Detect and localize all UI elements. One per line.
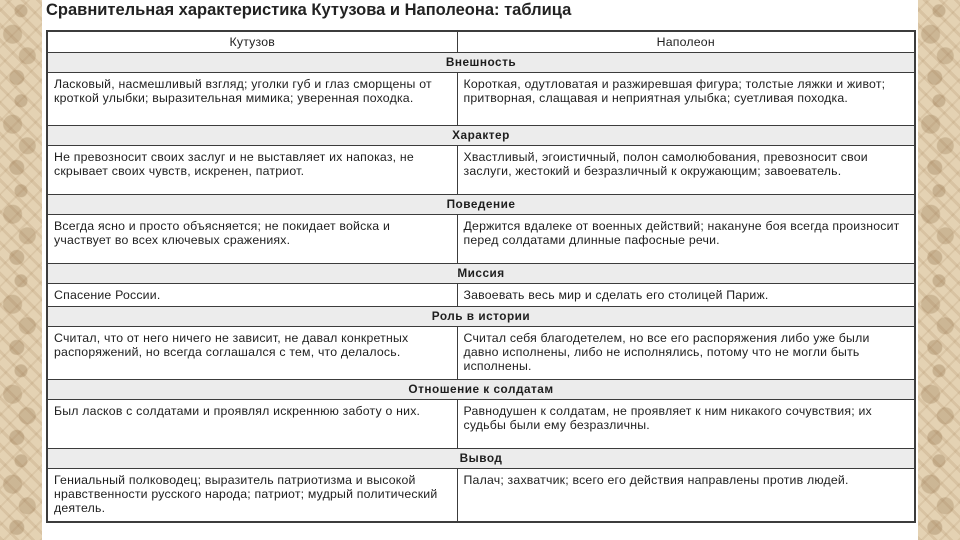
napoleon-cell: Короткая, одутловатая и разжиревшая фигура; толстые ляжки и живот; притворная, слащавая и неприятная улыбка; суетливая походка. bbox=[457, 73, 915, 126]
right-ornament-border bbox=[918, 0, 960, 540]
napoleon-cell: Палач; захватчик; всего его действия направлены против людей. bbox=[457, 469, 915, 523]
table-row bbox=[47, 400, 915, 449]
napoleon-cell: Хвастливый, эгоистичный, полон самолюбования, превозносит свои заслуги, жестокий и безразличный к окружающим; завоеватель. bbox=[457, 146, 915, 195]
table-row bbox=[47, 73, 915, 126]
left-ornament-border bbox=[0, 0, 42, 540]
section-heading: Миссия bbox=[47, 264, 915, 284]
section-heading: Характер bbox=[47, 126, 915, 146]
column-header-kutuzov: Кутузов bbox=[47, 31, 457, 53]
document-page bbox=[42, 0, 918, 540]
section-heading-row bbox=[47, 264, 915, 284]
section-heading: Отношение к солдатам bbox=[47, 380, 915, 400]
section-heading-row bbox=[47, 126, 915, 146]
column-header-napoleon: Наполеон bbox=[457, 31, 915, 53]
header-row bbox=[47, 31, 915, 53]
kutuzov-cell: Ласковый, насмешливый взгляд; уголки губ и глаз сморщены от кроткой улыбки; выразительная мимика; уверенная походка. bbox=[47, 73, 457, 126]
napoleon-cell: Равнодушен к солдатам, не проявляет к ним никакого сочувствия; их судьбы были ему безразличны. bbox=[457, 400, 915, 449]
section-heading: Внешность bbox=[47, 53, 915, 73]
section-heading-row bbox=[47, 307, 915, 327]
section-heading-row bbox=[47, 449, 915, 469]
kutuzov-cell: Был ласков с солдатами и проявлял искреннюю заботу о них. bbox=[47, 400, 457, 449]
kutuzov-cell: Всегда ясно и просто объясняется; не покидает войска и участвует во всех ключевых сражениях. bbox=[47, 215, 457, 264]
section-heading-row bbox=[47, 380, 915, 400]
section-heading-row bbox=[47, 53, 915, 73]
section-heading: Роль в истории bbox=[47, 307, 915, 327]
napoleon-cell: Завоевать весь мир и сделать его столицей Париж. bbox=[457, 284, 915, 307]
table-row bbox=[47, 215, 915, 264]
napoleon-cell: Считал себя благодетелем, но все его распоряжения либо уже были давно исполнены, либо не исполнялись, потому что не могли быть исполнены. bbox=[457, 327, 915, 380]
comparison-table bbox=[46, 30, 916, 523]
page-title: Сравнительная характеристика Кутузова и Наполеона: таблица bbox=[46, 1, 572, 19]
section-heading: Вывод bbox=[47, 449, 915, 469]
kutuzov-cell: Гениальный полководец; выразитель патриотизма и высокой нравственности русского народа; патриот; мудрый политический деятель. bbox=[47, 469, 457, 523]
table-row bbox=[47, 146, 915, 195]
table-row bbox=[47, 469, 915, 523]
section-heading-row bbox=[47, 195, 915, 215]
section-heading: Поведение bbox=[47, 195, 915, 215]
table-row bbox=[47, 327, 915, 380]
kutuzov-cell: Считал, что от него ничего не зависит, не давал конкретных распоряжений, но всегда соглашался с тем, что делалось. bbox=[47, 327, 457, 380]
kutuzov-cell: Не превозносит своих заслуг и не выставляет их напоказ, не скрывает своих чувств, искренен, патриот. bbox=[47, 146, 457, 195]
kutuzov-cell: Спасение России. bbox=[47, 284, 457, 307]
napoleon-cell: Держится вдалеке от военных действий; накануне боя всегда произносит перед солдатами длинные пафосные речи. bbox=[457, 215, 915, 264]
table-row bbox=[47, 284, 915, 307]
